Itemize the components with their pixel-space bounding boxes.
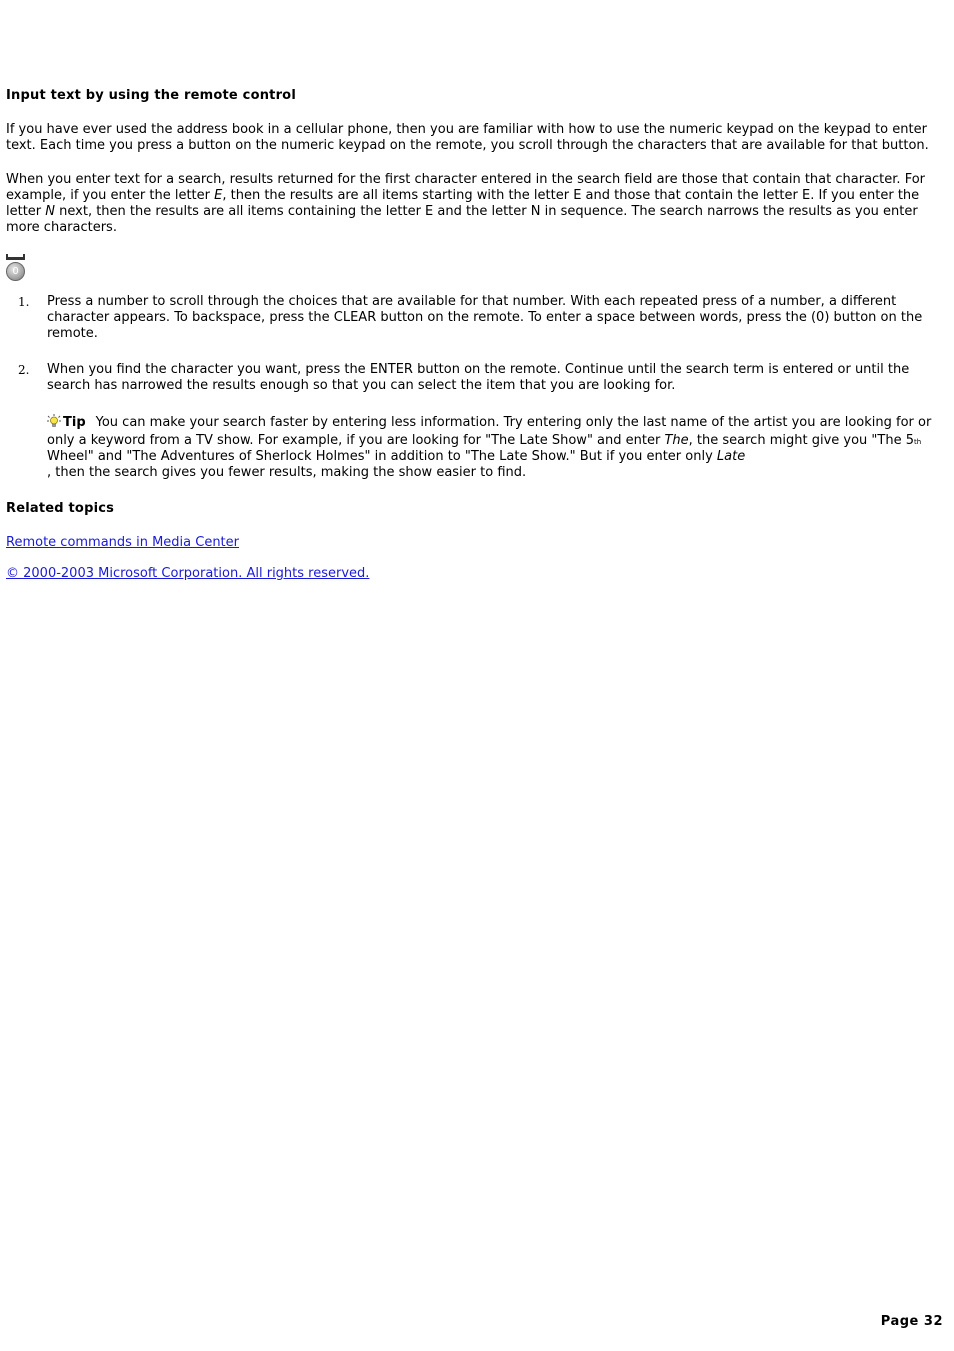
remote-commands-link[interactable]: Remote commands in Media Center [6, 535, 239, 550]
space-bracket-icon [6, 254, 25, 260]
tip-text-c: Wheel" and "The Adventures of Sherlock Holmes" in addition to "The Late Show." But if you enter only [47, 449, 717, 464]
tip-text-b: , the search might give you "The 5 [688, 433, 914, 448]
letter-n: N [45, 204, 56, 219]
zero-button-icon: 0 [6, 262, 25, 281]
remote-icons [6, 254, 948, 282]
intro-paragraph: If you have ever used the address book in a cellular phone, then you are familiar with how to use the numeric keypad on the keypad to enter text. Each time you press a button on the numeric keypad on the remote, you scroll through the characters that are available for that button. [6, 122, 929, 153]
copyright-row [6, 566, 948, 582]
tip-box [47, 414, 948, 481]
step-text: Press a number to scroll through the choices that are available for that number. With each repeated press of a number, a different character appears. To backspace, press the CLEAR button on the remote. To enter a space between words, press the (0) button on the remote. [47, 294, 923, 341]
list-item [6, 294, 948, 342]
steps-list [6, 294, 948, 394]
search-paragraph-text-a: When you enter text for a search, results returned for the first character entered in the search field are those that contain that character. For example, if you enter the letter [6, 172, 926, 203]
tip-text-d: , then the search gives you fewer results, making the show easier to find. [47, 465, 527, 480]
step-text: When you find the character you want, press the ENTER button on the remote. Continue until the search term is entered or until the search has narrowed the results enough so that you can select the item that you are looking for. [47, 362, 910, 393]
tip-late: Late [716, 449, 746, 464]
letter-e: E [214, 188, 223, 203]
list-item [6, 362, 948, 394]
tip-text-a: You can make your search faster by entering less information. Try entering only the last name of the artist you are looking for or only a keyword from a TV show. For example, if you are looking for "The Late Show" and enter [47, 415, 932, 448]
page-title: Input text by using the remote control [6, 88, 296, 103]
document-body [6, 88, 948, 597]
related-topics-heading: Related topics [6, 501, 115, 516]
step-number: 2. [18, 363, 30, 377]
copyright-link[interactable]: © 2000-2003 Microsoft Corporation. All rights reserved. [6, 566, 370, 581]
related-link-row [6, 535, 948, 551]
page-number: Page 32 [880, 1314, 943, 1329]
step-number: 1. [18, 295, 30, 309]
search-paragraph-text-b: , then the results are all items starting with the letter E and those that contain the letter E. If you enter the letter [6, 188, 920, 219]
search-paragraph [6, 172, 948, 236]
tip-label: Tip [63, 415, 86, 430]
tip-superscript: th [913, 438, 922, 446]
tip-the: The [664, 433, 689, 448]
search-paragraph-text-c: next, then the results are all items containing the letter E and the letter N in sequence. The search narrows the results as you enter more characters. [6, 204, 918, 235]
lightbulb-icon [47, 414, 61, 433]
